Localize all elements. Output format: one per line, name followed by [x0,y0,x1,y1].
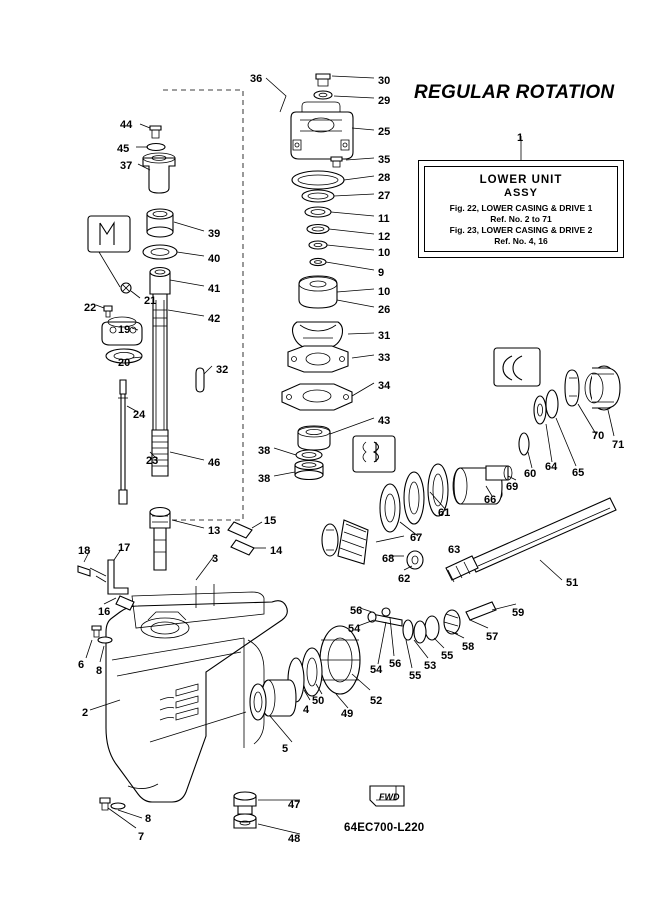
callout-43: 43 [378,415,391,427]
callout-55: 55 [441,650,454,662]
callout-48: 48 [288,833,301,845]
callout-31: 31 [378,330,391,342]
callout-12: 12 [378,231,391,243]
callout-3: 3 [212,553,219,565]
callout-45: 45 [117,143,130,155]
callout-56: 56 [350,605,363,617]
callout-21: 21 [144,295,157,307]
callout-40: 40 [208,253,221,265]
callout-54: 54 [370,664,383,676]
callout-41: 41 [208,283,221,295]
callout-24: 24 [133,409,146,421]
callout-29: 29 [378,95,391,107]
fwd-label: FWD [379,792,400,802]
callout-67: 67 [410,532,423,544]
callout-55: 55 [409,670,422,682]
callout-49: 49 [341,708,354,720]
callout-66: 66 [484,494,497,506]
callout-11: 11 [378,213,390,225]
callout-2: 2 [82,707,89,719]
callout-25: 25 [378,126,391,138]
note-line-5: Fig. 23, LOWER CASING & DRIVE 2 [449,225,593,235]
part-code: 64EC700-L220 [344,822,425,834]
lower-unit-assy-note-box [418,160,624,258]
callout-13: 13 [208,525,221,537]
callout-20: 20 [118,357,131,369]
callout-16: 16 [98,606,111,618]
page-title: REGULAR ROTATION [414,82,615,103]
callout-18: 18 [78,545,91,557]
callout-33: 33 [378,352,391,364]
callout-70: 70 [592,430,605,442]
callout-17: 17 [118,542,131,554]
callout-26: 26 [378,304,391,316]
callout-34: 34 [378,380,391,392]
callout-56: 56 [389,658,402,670]
callout-54: 54 [348,623,361,635]
callout-32: 32 [216,364,229,376]
callout-57: 57 [486,631,499,643]
callout-69: 69 [506,481,519,493]
callout-63: 63 [448,544,461,556]
callout-51: 51 [566,577,579,589]
callout-10: 10 [378,247,391,259]
note-line-6: Ref. No. 4, 16 [494,236,548,246]
callout-7: 7 [138,831,145,843]
callout-38: 38 [258,473,271,485]
callout-5: 5 [282,743,289,755]
callout-30: 30 [378,75,391,87]
callout-6: 6 [78,659,85,671]
callout-52: 52 [370,695,383,707]
note-line-3: Fig. 22, LOWER CASING & DRIVE 1 [449,203,593,213]
callout-38: 38 [258,445,271,457]
callout-4: 4 [303,704,310,716]
callout-59: 59 [512,607,525,619]
callout-46: 46 [208,457,221,469]
callout-1: 1 [517,132,524,144]
callout-14: 14 [270,545,283,557]
callout-9: 9 [378,267,385,279]
callout-27: 27 [378,190,391,202]
callout-60: 60 [524,468,537,480]
callout-58: 58 [462,641,475,653]
callout-62: 62 [398,573,411,585]
callout-8: 8 [96,665,103,677]
fwd-direction-marker [368,784,408,810]
callout-37: 37 [120,160,133,172]
callout-50: 50 [312,695,325,707]
callout-35: 35 [378,154,391,166]
callout-42: 42 [208,313,221,325]
callout-47: 47 [288,799,301,811]
callout-8: 8 [145,813,152,825]
note-line-4: Ref. No. 2 to 71 [490,214,552,224]
note-line-1: LOWER UNIT [479,174,563,186]
callout-10: 10 [378,286,391,298]
callout-68: 68 [382,553,395,565]
callout-15: 15 [264,515,277,527]
callout-19: 19 [118,324,131,336]
callout-28: 28 [378,172,391,184]
callout-65: 65 [572,467,585,479]
note-line-2: ASSY [504,187,538,199]
callout-71: 71 [612,439,625,451]
callout-36: 36 [250,73,263,85]
callout-53: 53 [424,660,437,672]
callout-22: 22 [84,302,97,314]
callout-44: 44 [120,119,133,131]
callout-23: 23 [146,455,159,467]
callout-39: 39 [208,228,221,240]
callout-61: 61 [438,507,451,519]
callout-64: 64 [545,461,558,473]
